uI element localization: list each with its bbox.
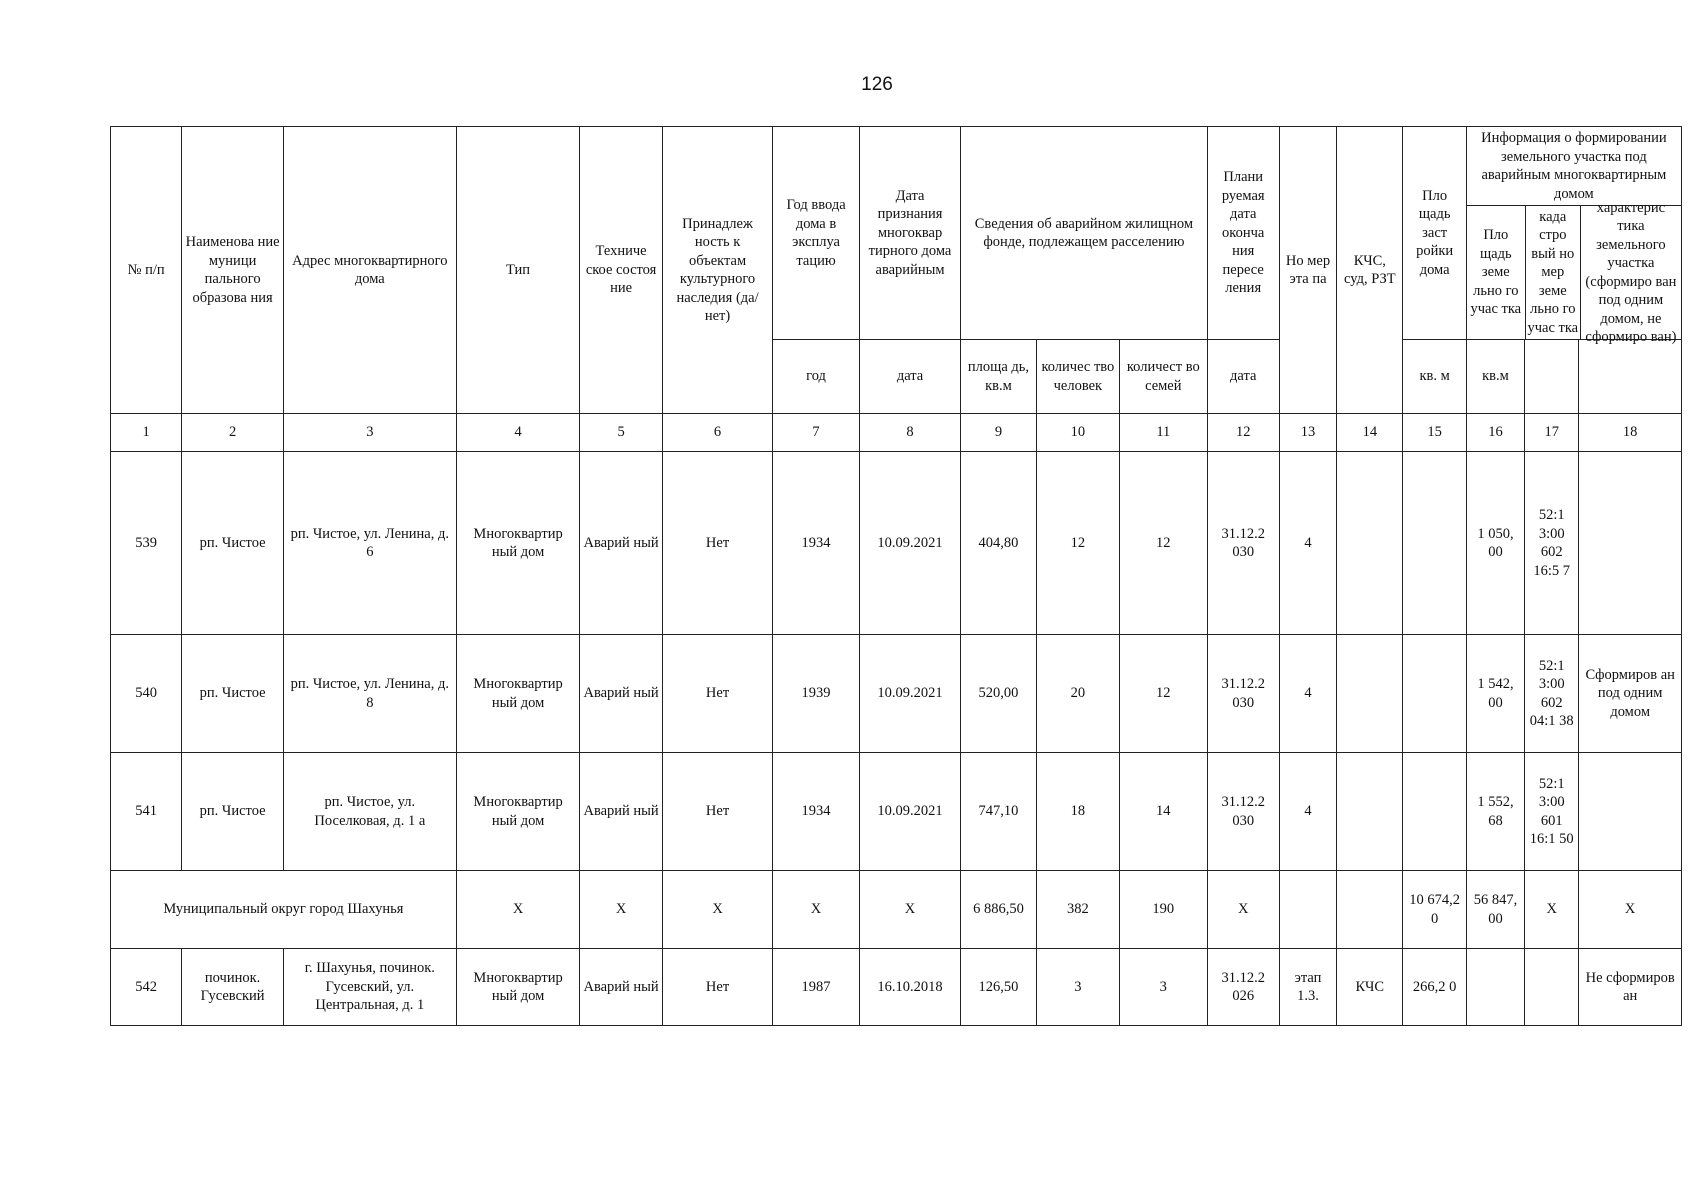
column-number: 17 xyxy=(1525,414,1579,452)
total-label: Муниципальный округ город Шахунья xyxy=(111,871,457,949)
cell-cadastral: 52:1 3:00 602 04:1 38 xyxy=(1525,635,1579,753)
cell-area: 747,10 xyxy=(961,753,1036,871)
column-number: 11 xyxy=(1120,414,1207,452)
cell-kchs xyxy=(1337,452,1403,635)
cell-people: 12 xyxy=(1036,452,1119,635)
column-number: 1 xyxy=(111,414,182,452)
cell-municipality: рп. Чистое xyxy=(182,635,284,753)
header-stage: Но мер эта па xyxy=(1279,127,1336,414)
column-number: 10 xyxy=(1036,414,1119,452)
cell-land-char xyxy=(1579,753,1682,871)
cell-resettle-date: 31.12.2 030 xyxy=(1207,635,1279,753)
cell-land-area: 1 050, 00 xyxy=(1466,452,1524,635)
cell-year: 1987 xyxy=(773,949,859,1026)
table-row xyxy=(111,949,1682,1026)
cell-condition: Аварий ный xyxy=(580,452,662,635)
subheader-build-area-unit: кв. м xyxy=(1403,340,1466,414)
cell-area: 520,00 xyxy=(961,635,1036,753)
emergency-housing-table xyxy=(110,126,1682,1026)
header-condition: Техниче ское состоя ние xyxy=(580,127,662,414)
cell-stage: 4 xyxy=(1279,753,1336,871)
cell-municipality: рп. Чистое xyxy=(182,452,284,635)
total-row xyxy=(111,871,1682,949)
cell-land-char xyxy=(1579,452,1682,635)
cell-build-area: 266,2 0 xyxy=(1403,949,1466,1026)
cell-kchs: КЧС xyxy=(1337,949,1403,1026)
cell-cadastral xyxy=(1525,949,1579,1026)
column-number: 9 xyxy=(961,414,1036,452)
cell-num: 541 xyxy=(111,753,182,871)
column-number: 14 xyxy=(1337,414,1403,452)
cell-condition: Аварий ный xyxy=(580,635,662,753)
header-land-info xyxy=(1466,127,1681,345)
subheader-resettle-date: дата xyxy=(1207,340,1279,414)
column-number: 5 xyxy=(580,414,662,452)
subheader-families: количест во семей xyxy=(1120,340,1207,414)
column-number: 4 xyxy=(456,414,580,452)
header-year: Год ввода дома в эксплуа тацию xyxy=(773,127,859,340)
header-build-area: Пло щадь заст ройки дома xyxy=(1403,127,1466,340)
cell-type: Многоквартир ный дом xyxy=(456,753,580,871)
header-row-1 xyxy=(111,127,1682,340)
header-land-char: характерис тика земельного участка (сформиро ван под одним домом, не сформиро ван) xyxy=(1585,199,1677,345)
total-land-area: 56 847, 00 xyxy=(1466,871,1524,949)
column-number: 16 xyxy=(1466,414,1524,452)
cell-build-area xyxy=(1403,753,1466,871)
column-number: 12 xyxy=(1207,414,1279,452)
subheader-land-area-unit: кв.м xyxy=(1466,340,1524,414)
column-number: 8 xyxy=(859,414,961,452)
header-recognition-date: Дата признания многоквар тирного дома аварийным xyxy=(859,127,961,340)
header-num: № п/п xyxy=(111,127,182,414)
total-families: 190 xyxy=(1120,871,1207,949)
cell-type: Многоквартир ный дом xyxy=(456,949,580,1026)
column-number: 18 xyxy=(1579,414,1682,452)
cell-heritage: Нет xyxy=(662,452,773,635)
header-cadastral: када стро вый но мер земе льно го учас тка xyxy=(1526,206,1581,339)
cell-address: рп. Чистое, ул. Поселковая, д. 1 а xyxy=(283,753,456,871)
cell-address: рп. Чистое, ул. Ленина, д. 6 xyxy=(283,452,456,635)
cell-heritage: Нет xyxy=(662,635,773,753)
cell-num: 540 xyxy=(111,635,182,753)
header-address: Адрес многоквартирного дома xyxy=(283,127,456,414)
header-heritage: Принадлеж ность к объектам культурного наследия (да/нет) xyxy=(662,127,773,414)
subheader-year: год xyxy=(773,340,859,414)
cell-area: 404,80 xyxy=(961,452,1036,635)
cell-year: 1934 xyxy=(773,452,859,635)
column-number: 6 xyxy=(662,414,773,452)
cell-year: 1939 xyxy=(773,635,859,753)
cell-condition: Аварий ный xyxy=(580,949,662,1026)
header-type: Тип xyxy=(456,127,580,414)
cell-families: 12 xyxy=(1120,452,1207,635)
cell-people: 18 xyxy=(1036,753,1119,871)
cell-year: 1934 xyxy=(773,753,859,871)
total-kchs xyxy=(1337,871,1403,949)
column-number: 7 xyxy=(773,414,859,452)
total-build-area: 10 674,2 0 xyxy=(1403,871,1466,949)
column-number: 3 xyxy=(283,414,456,452)
column-number: 13 xyxy=(1279,414,1336,452)
cell-stage: 4 xyxy=(1279,635,1336,753)
header-land-area: Пло щадь земе льно го учас тка xyxy=(1467,206,1526,339)
total-land-char: Х xyxy=(1579,871,1682,949)
cell-date: 10.09.2021 xyxy=(859,753,961,871)
total-area: 6 886,50 xyxy=(961,871,1036,949)
cell-people: 3 xyxy=(1036,949,1119,1026)
total-heritage: Х xyxy=(662,871,773,949)
total-condition: Х xyxy=(580,871,662,949)
cell-kchs xyxy=(1337,635,1403,753)
cell-people: 20 xyxy=(1036,635,1119,753)
header-land-info-title: Информация о формировании земельного участка под аварийным многоквартирным домом xyxy=(1467,127,1681,206)
cell-cadastral: 52:1 3:00 602 16:5 7 xyxy=(1525,452,1579,635)
cell-build-area xyxy=(1403,635,1466,753)
cell-land-char: Не сформиров ан xyxy=(1579,949,1682,1026)
cell-build-area xyxy=(1403,452,1466,635)
header-resettle-date: Плани руемая дата оконча ния пересе ления xyxy=(1207,127,1279,340)
subheader-cadastral-blank xyxy=(1525,340,1579,414)
subheader-land-char-blank xyxy=(1579,340,1682,414)
cell-land-area: 1 542, 00 xyxy=(1466,635,1524,753)
page-number: 126 xyxy=(861,74,893,95)
cell-municipality: рп. Чистое xyxy=(182,753,284,871)
total-people: 382 xyxy=(1036,871,1119,949)
cell-land-area xyxy=(1466,949,1524,1026)
header-emergency-info: Сведения об аварийном жилищном фонде, подлежащем расселению xyxy=(961,127,1207,340)
cell-kchs xyxy=(1337,753,1403,871)
column-number: 15 xyxy=(1403,414,1466,452)
cell-num: 539 xyxy=(111,452,182,635)
total-cadastral: Х xyxy=(1525,871,1579,949)
total-type: Х xyxy=(456,871,580,949)
cell-families: 3 xyxy=(1120,949,1207,1026)
header-municipality: Наименова ние муници пального образова ния xyxy=(182,127,284,414)
total-resettle-date: Х xyxy=(1207,871,1279,949)
cell-resettle-date: 31.12.2 030 xyxy=(1207,452,1279,635)
cell-type: Многоквартир ный дом xyxy=(456,452,580,635)
subheader-people: количес тво человек xyxy=(1036,340,1119,414)
cell-stage: 4 xyxy=(1279,452,1336,635)
cell-land-area: 1 552, 68 xyxy=(1466,753,1524,871)
cell-resettle-date: 31.12.2 026 xyxy=(1207,949,1279,1026)
cell-stage: этап 1.3. xyxy=(1279,949,1336,1026)
cell-municipality: починок. Гусевский xyxy=(182,949,284,1026)
total-year: Х xyxy=(773,871,859,949)
total-stage xyxy=(1279,871,1336,949)
total-date: Х xyxy=(859,871,961,949)
cell-heritage: Нет xyxy=(662,949,773,1026)
table-row xyxy=(111,452,1682,635)
cell-cadastral: 52:1 3:00 601 16:1 50 xyxy=(1525,753,1579,871)
cell-type: Многоквартир ный дом xyxy=(456,635,580,753)
cell-families: 14 xyxy=(1120,753,1207,871)
cell-heritage: Нет xyxy=(662,753,773,871)
cell-families: 12 xyxy=(1120,635,1207,753)
column-number-row xyxy=(111,414,1682,452)
cell-condition: Аварий ный xyxy=(580,753,662,871)
cell-land-char: Сформиров ан под одним домом xyxy=(1579,635,1682,753)
cell-date: 10.09.2021 xyxy=(859,635,961,753)
cell-area: 126,50 xyxy=(961,949,1036,1026)
table-row xyxy=(111,635,1682,753)
column-number: 2 xyxy=(182,414,284,452)
subheader-area: площа дь, кв.м xyxy=(961,340,1036,414)
header-kchs: КЧС, суд, РЗТ xyxy=(1337,127,1403,414)
cell-num: 542 xyxy=(111,949,182,1026)
cell-date: 10.09.2021 xyxy=(859,452,961,635)
cell-address: рп. Чистое, ул. Ленина, д. 8 xyxy=(283,635,456,753)
table-row xyxy=(111,753,1682,871)
cell-resettle-date: 31.12.2 030 xyxy=(1207,753,1279,871)
cell-address: г. Шахунья, починок. Гусевский, ул. Центральная, д. 1 xyxy=(283,949,456,1026)
cell-date: 16.10.2018 xyxy=(859,949,961,1026)
subheader-date: дата xyxy=(859,340,961,414)
